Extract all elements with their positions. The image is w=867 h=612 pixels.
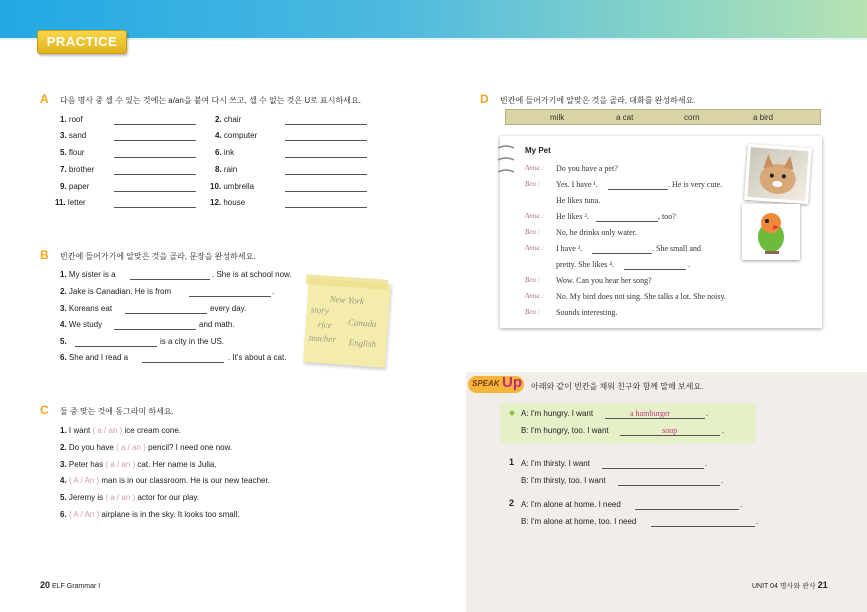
answer-blank[interactable] (75, 346, 157, 347)
answer-blank[interactable] (285, 207, 367, 208)
item-text: I want (68, 426, 91, 435)
speaker-label: Anna : (525, 164, 544, 172)
item-number: 1 (509, 457, 515, 467)
list-item (60, 443, 232, 452)
item-text: Jake is Canadian. He is from (68, 287, 172, 296)
page-number: 21 (817, 580, 828, 590)
item-text: . (756, 517, 759, 526)
speaker-label: Ben : (525, 308, 540, 316)
item-word: letter (67, 198, 86, 207)
answer-blank[interactable] (285, 124, 367, 125)
item-word: ink (223, 148, 235, 157)
dialogue-line: No. My bird does not sing. She talks a lot. She noisy. (556, 292, 726, 301)
right-footer (752, 580, 828, 591)
choice-option[interactable]: ( a / an ) (92, 426, 123, 435)
speak-line-a: A: I'm thirsty. I want (521, 459, 590, 468)
dialogue-line: Sounds interesting. (556, 308, 618, 317)
item-word: house (223, 198, 246, 207)
answer-blank[interactable] (114, 329, 196, 330)
answer-blank[interactable] (114, 124, 196, 125)
answer-blank[interactable] (592, 253, 652, 254)
item-word: roof (68, 115, 83, 124)
item-word: brother (68, 165, 95, 174)
dialogue-line: . He is very cute. (668, 180, 723, 189)
practice-badge: PRACTICE (37, 30, 127, 54)
word-bank-item: a bird (753, 113, 774, 122)
item-number: 1. (60, 115, 67, 124)
section-c-instruction: 둘 중 맞는 것에 동그라미 하세요. (60, 407, 174, 416)
item-text: . It's about a cat. (228, 353, 287, 362)
list-item (215, 131, 257, 140)
item-number: 9. (60, 182, 67, 191)
item-text: Peter has (68, 460, 104, 469)
item-word: rain (223, 165, 238, 174)
dialogue-line: pretty. She likes ⁴. (556, 260, 615, 269)
item-number: 12. (210, 198, 222, 207)
item-number: 10. (210, 182, 222, 191)
item-text: Jeremy is (68, 493, 104, 502)
list-item (60, 131, 86, 140)
card-title: My Pet (525, 146, 551, 155)
choice-option[interactable]: ( a / an ) (105, 460, 136, 469)
answer-blank[interactable] (624, 269, 686, 270)
speak-up-badge (468, 376, 524, 393)
left-footer (40, 580, 100, 590)
answer-blank[interactable] (114, 174, 196, 175)
badge-text: Up (502, 374, 522, 391)
dialogue-line: , too? (658, 212, 676, 221)
item-text: . (706, 409, 709, 418)
speaker-label: Ben : (525, 276, 540, 284)
item-word: umbrella (223, 182, 255, 191)
item-text: . (721, 476, 724, 485)
speak-line-b: B: I'm thirsty, too. I want (521, 476, 606, 485)
item-text: airplane is in the sky. It looks too small. (101, 510, 240, 519)
cat-photo (744, 144, 812, 204)
sticky-word: Canada (347, 317, 377, 330)
section-a-instruction: 다음 명사 중 셀 수 있는 것에는 a/an을 붙여 다시 쓰고, 셀 수 없는 것은 U로 표시하세요. (60, 96, 361, 105)
item-number: 1. (60, 426, 67, 435)
item-number: 8. (215, 165, 222, 174)
item-number: 3. (60, 460, 67, 469)
sticky-word: story (310, 304, 330, 316)
speak-up-instruction: 아래와 같이 빈칸을 채워 친구와 함께 말해 보세요. (531, 382, 704, 391)
answer-blank[interactable] (285, 191, 367, 192)
list-item (60, 165, 94, 174)
answer-blank[interactable] (635, 509, 739, 510)
list-item (215, 165, 237, 174)
unit-title: UNIT 04 명사와 관사 (752, 583, 816, 590)
example-answer: soup (662, 426, 678, 435)
item-text: Koreans eat (68, 304, 113, 313)
answer-blank[interactable] (114, 140, 196, 141)
list-item (210, 182, 254, 191)
list-item (60, 148, 84, 157)
item-text: She and I read a (68, 353, 129, 362)
dialogue-line: . She small and (652, 244, 701, 253)
list-item (60, 353, 128, 362)
item-text: pencil? I need one now. (148, 443, 233, 452)
word-bank (505, 109, 821, 125)
choice-option[interactable]: ( A / An ) (68, 510, 100, 519)
word-bank-item: milk (550, 113, 565, 122)
item-number: 6. (60, 510, 67, 519)
dialogue-line: He likes ². (556, 212, 589, 221)
top-banner (0, 0, 867, 38)
book-title: ELF Grammar I (51, 583, 101, 590)
badge-text: SPEAK (472, 379, 500, 388)
dialogue-line: Do you have a pet? (556, 164, 618, 173)
answer-blank[interactable] (285, 140, 367, 141)
answer-blank[interactable] (602, 468, 704, 469)
item-word: flour (68, 148, 85, 157)
choice-option[interactable]: ( a / an ) (105, 493, 136, 502)
item-number: 5. (60, 337, 67, 346)
item-number: 7. (60, 165, 67, 174)
list-item (60, 337, 67, 346)
example-line-a: A: I'm hungry. I want (521, 409, 594, 418)
item-text: We study (68, 320, 103, 329)
binder-rings-icon (496, 142, 516, 176)
answer-blank[interactable] (608, 189, 668, 190)
word-bank-item: corn (684, 113, 700, 122)
section-c-letter: C (40, 403, 49, 417)
item-text: cat. Her name is Julia. (137, 460, 217, 469)
list-item (60, 460, 217, 469)
answer-blank[interactable] (651, 526, 755, 527)
choice-option[interactable]: ( a / an ) (116, 443, 146, 452)
item-number: 6. (215, 148, 222, 157)
example-line-b: B: I'm hungry, too. I want (521, 426, 609, 435)
item-word: sand (68, 131, 87, 140)
item-text: man is in our classroom. He is our new teacher. (101, 476, 270, 485)
bird-icon (745, 207, 797, 257)
answer-blank (620, 435, 720, 436)
dialogue-line: . (688, 260, 690, 269)
item-number: 4. (60, 476, 67, 485)
list-item (60, 320, 102, 329)
item-word: chair (223, 115, 242, 124)
answer-blank[interactable] (596, 221, 658, 222)
bullet-icon (509, 410, 515, 416)
item-text: actor for our play. (137, 493, 200, 502)
word-bank-item: a cat (616, 113, 634, 122)
cat-icon (747, 147, 808, 201)
list-item (60, 510, 240, 519)
answer-blank[interactable] (285, 174, 367, 175)
dialogue-line: I have ³. (556, 244, 583, 253)
item-number: 2. (215, 115, 222, 124)
dialogue-line: He likes tuna. (556, 196, 601, 205)
list-item (60, 115, 83, 124)
dialogue-line: No, he drinks only water. (556, 228, 637, 237)
item-number: 3. (60, 304, 67, 313)
list-item (60, 304, 112, 313)
answer-blank[interactable] (114, 191, 196, 192)
answer-blank[interactable] (130, 279, 210, 280)
section-b-instruction: 빈칸에 들어가기에 알맞은 것을 골라, 문장을 완성하세요. (60, 252, 256, 261)
item-text: Do you have (68, 443, 114, 452)
item-text: . (722, 426, 725, 435)
item-number: 4. (60, 320, 67, 329)
item-text: ice cream cone. (124, 426, 181, 435)
speaker-label: Ben : (525, 228, 540, 236)
list-item (60, 182, 89, 191)
answer-blank[interactable] (125, 313, 207, 314)
answer-blank[interactable] (114, 207, 196, 208)
item-number: 11. (55, 198, 66, 207)
section-a-letter: A (40, 92, 49, 106)
section-d-instruction: 빈칸에 들어가기에 알맞은 것을 골라, 대화를 완성하세요. (500, 96, 696, 105)
item-number: 4. (215, 131, 222, 140)
item-number: 2 (509, 498, 515, 508)
list-item (60, 287, 171, 296)
speak-line-b: B: I'm alone at home, too. I need (521, 517, 637, 526)
list-item (215, 115, 241, 124)
speaker-label: Ben : (525, 180, 540, 188)
item-word: paper (68, 182, 90, 191)
item-text: . She is at school now. (212, 270, 292, 279)
sticky-word: New York (329, 293, 365, 307)
item-text: . (272, 287, 275, 296)
item-text: . (705, 459, 708, 468)
answer-blank[interactable] (618, 485, 720, 486)
item-text: every day. (210, 304, 247, 313)
answer-blank[interactable] (142, 362, 224, 363)
speaker-label: Anna : (525, 212, 544, 220)
list-item (60, 476, 270, 485)
example-answer: a hamburger (630, 409, 671, 418)
item-number: 6. (60, 353, 67, 362)
item-number: 2. (60, 443, 67, 452)
item-word: computer (223, 131, 258, 140)
sticky-word: teacher (308, 332, 337, 345)
item-number: 5. (60, 493, 67, 502)
item-number: 5. (60, 148, 67, 157)
answer-blank[interactable] (189, 296, 271, 297)
item-text: . (740, 500, 743, 509)
section-b-letter: B (40, 248, 49, 262)
speaker-label: Anna : (525, 244, 544, 252)
answer-blank (605, 418, 705, 419)
page-number: 20 (40, 580, 51, 590)
sticky-words (303, 278, 391, 368)
banner-divider (0, 38, 867, 40)
item-text: is a city in the US. (160, 337, 225, 346)
item-number: 2. (60, 287, 67, 296)
sticky-word: English (348, 337, 377, 350)
list-item (210, 198, 245, 207)
item-text: My sister is a (68, 270, 116, 279)
answer-blank[interactable] (114, 157, 196, 158)
bird-photo (742, 204, 800, 260)
item-number: 3. (60, 131, 67, 140)
list-item (55, 198, 86, 207)
list-item (60, 493, 199, 502)
list-item (60, 426, 181, 435)
speaker-label: Anna : (525, 292, 544, 300)
item-text: and math. (199, 320, 235, 329)
dialogue-line: Wow. Can you hear her song? (556, 276, 652, 285)
choice-option[interactable]: ( A / An ) (68, 476, 100, 485)
section-d-letter: D (480, 92, 489, 106)
list-item (215, 148, 234, 157)
item-number: 1. (60, 270, 67, 279)
list-item (60, 270, 116, 279)
dialogue-line: Yes. I have ¹. (556, 180, 598, 189)
answer-blank[interactable] (285, 157, 367, 158)
speak-line-a: A: I'm alone at home. I need (521, 500, 621, 509)
sticky-word: rice (317, 318, 333, 330)
